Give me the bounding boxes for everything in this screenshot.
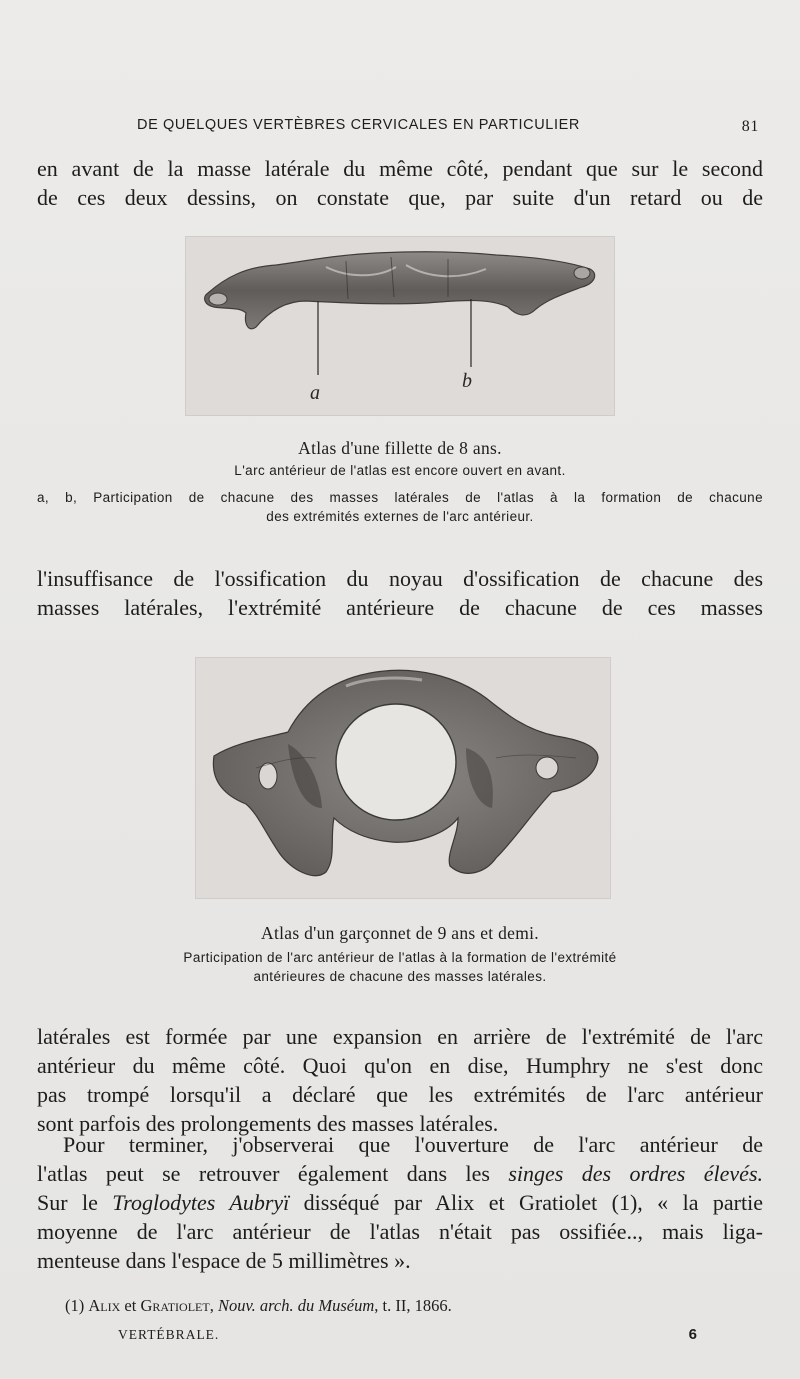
text-span: Sur le [37, 1190, 113, 1215]
figure-1-caption-title: Atlas d'une fillette de 8 ans. [298, 438, 502, 458]
footnote-author: Gratiolet [140, 1296, 210, 1315]
page-footer [118, 1327, 698, 1347]
atlas-anterior-view-illustration [186, 237, 614, 415]
figure-label-a: a [310, 382, 320, 404]
paragraph-4 [37, 1130, 763, 1275]
text-line: pas trompé lorsqu'il a déclaré que les extrémités de l'arc antérieur [37, 1082, 763, 1107]
text-line: sont parfois des prolongements des masses latérales. [37, 1111, 499, 1136]
figure-atlas-garconnet [195, 657, 611, 899]
text-line: de ces deux dessins, on constate que, par suite d'un retard ou de [37, 185, 763, 210]
text-span: disséqué par Alix et Gratiolet (1), « la partie [289, 1190, 763, 1215]
page-number: 81 [741, 118, 759, 135]
figure-label-b: b [462, 370, 472, 392]
footnote [65, 1296, 452, 1316]
figure-1-caption-line: L'arc antérieur de l'atlas est encore ouvert en avant. [234, 463, 566, 478]
footnote-text: , [209, 1296, 218, 1315]
text-line: l'insuffisance de l'ossification du noyau d'ossification de chacune des [37, 566, 763, 591]
text-line: moyenne de l'arc antérieur de l'atlas n'était pas ossifiée.., mais liga- [37, 1219, 763, 1244]
sheet-number: 6 [688, 1326, 698, 1343]
text-line [37, 1188, 763, 1217]
footnote-text: et [120, 1296, 141, 1315]
text-line: Pour terminer, j'observerai que l'ouverture de l'arc antérieur de [63, 1132, 763, 1157]
figure-2-caption-line: Participation de l'arc antérieur de l'atlas à la formation de l'extrémité [183, 950, 617, 965]
figure-2-caption-line: antérieures de chacune des masses latérales. [253, 969, 547, 984]
text-line: en avant de la masse latérale du même côté, pendant que sur le second [37, 156, 763, 181]
footnote-marker: (1) [65, 1296, 89, 1315]
signature-label: VERTÉBRALE. [118, 1327, 220, 1342]
footnote-author: Alix [88, 1296, 121, 1315]
running-header [37, 117, 761, 139]
footnote-source: Nouv. arch. du Muséum [217, 1296, 375, 1315]
figure-1-caption-legend [37, 490, 763, 505]
text-line: menteuse dans l'espace de 5 millimètres ». [37, 1248, 411, 1273]
figure-atlas-fillette [185, 236, 615, 416]
figure-2-caption-title: Atlas d'un garçonnet de 9 ans et demi. [261, 923, 539, 943]
caption-legend-line: a, b, Participation de chacune des masses latérales de l'atlas à la formation de chacune [37, 490, 763, 505]
running-title: DE QUELQUES VERTÈBRES CERVICALES EN PARTICULIER [137, 117, 580, 133]
text-line: antérieur du même côté. Quoi qu'on en dise, Humphry ne s'est donc [37, 1053, 763, 1078]
text-line: masses latérales, l'extrémité antérieure de chacune de ces masses [37, 595, 763, 620]
text-line: latérales est formée par une expansion en arrière de l'extrémité de l'arc [37, 1024, 763, 1049]
species-name: Troglodytes Aubryï [112, 1190, 290, 1215]
paragraph-1 [37, 154, 763, 212]
text-span: l'atlas peut se retrouver également dans les [37, 1161, 509, 1186]
text-line [37, 1159, 763, 1188]
figure-1-caption-legend-end: des extrémités externes de l'arc antérieur. [266, 509, 534, 524]
footnote-text: , t. II, 1866. [374, 1296, 452, 1315]
paragraph-2 [37, 564, 763, 622]
paragraph-3 [37, 1022, 763, 1138]
emphasis-text: singes des ordres élevés. [508, 1161, 764, 1186]
atlas-superior-view-illustration [196, 658, 610, 898]
